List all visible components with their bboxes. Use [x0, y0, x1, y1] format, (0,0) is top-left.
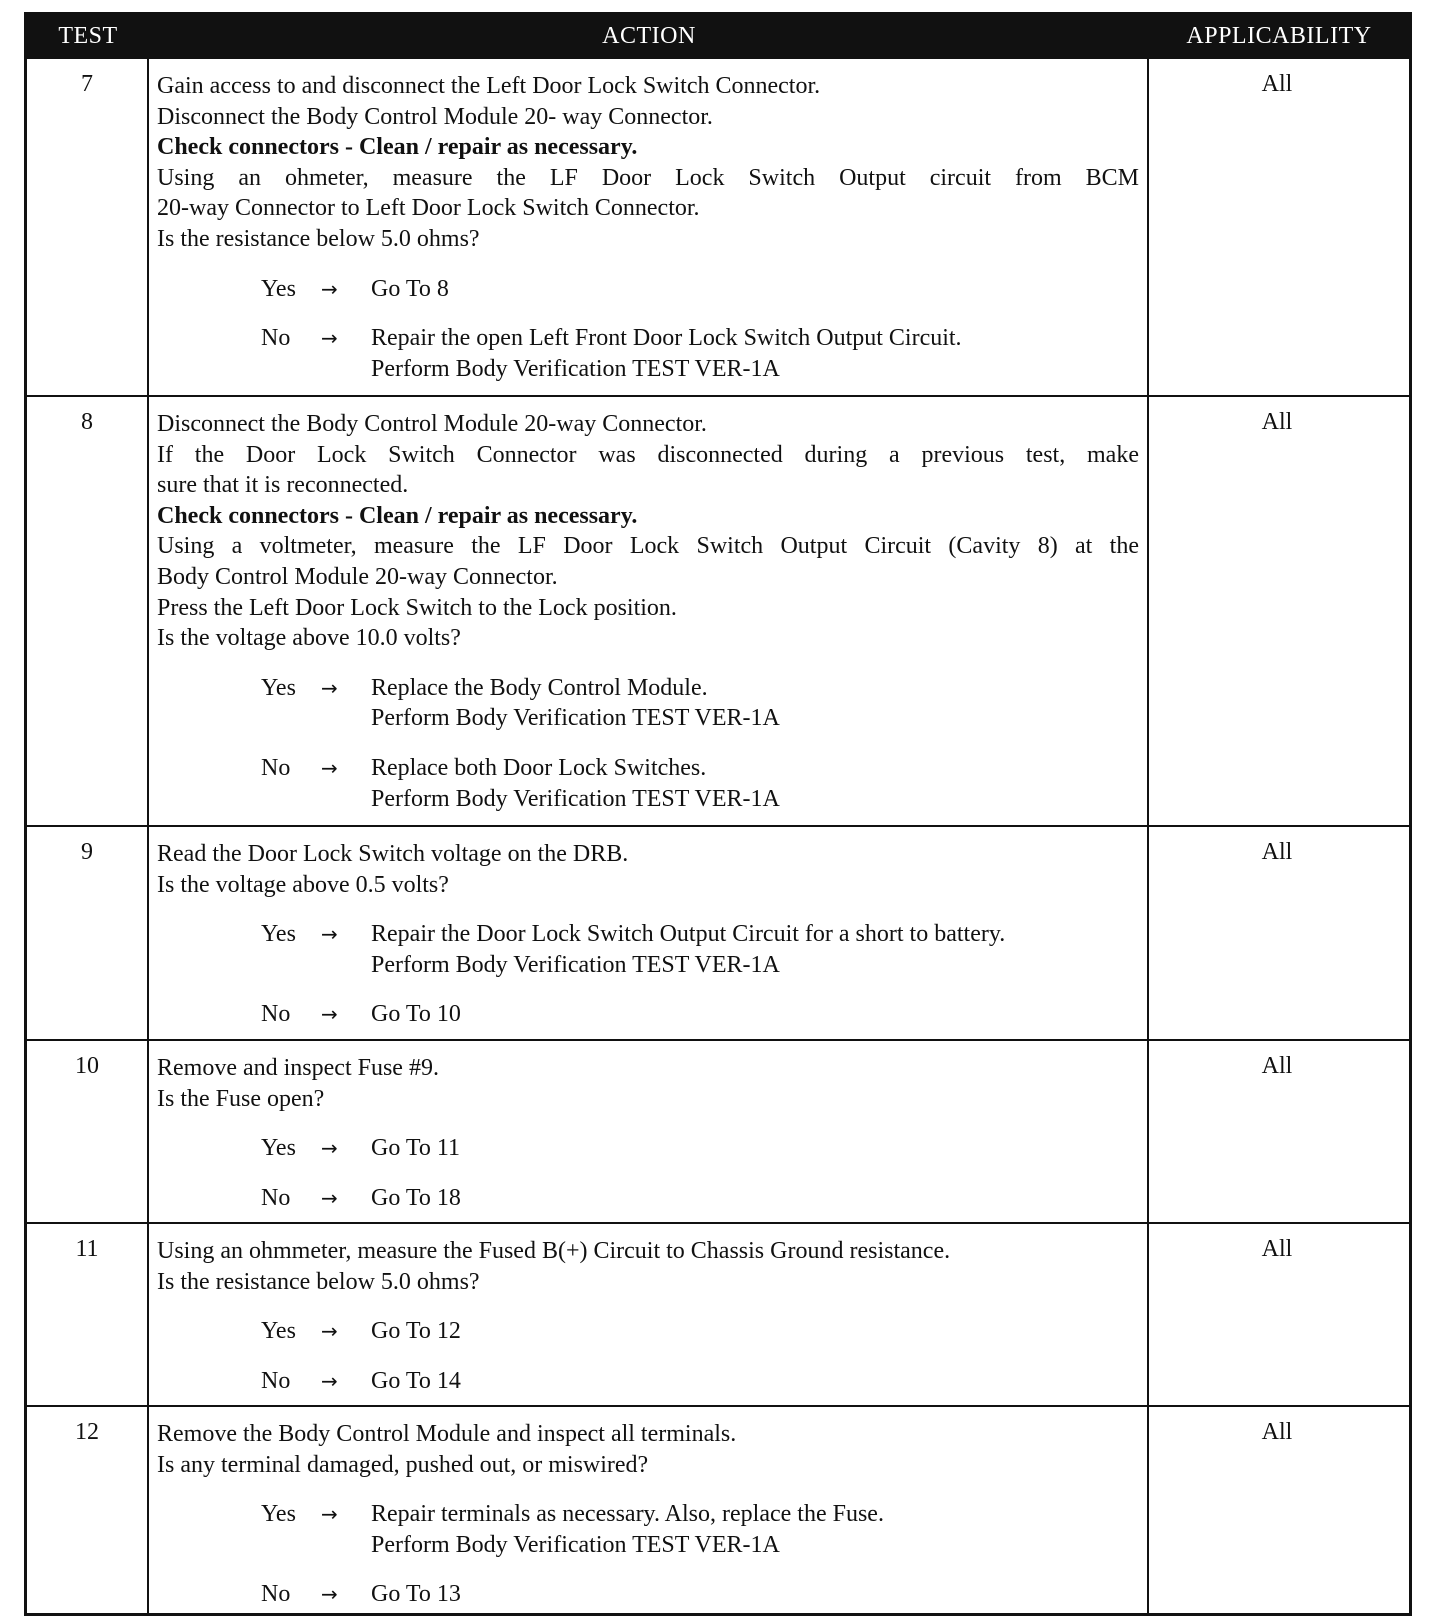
arrow-icon: → — [321, 276, 338, 301]
arrow-icon: → — [321, 326, 338, 351]
action-line-bold: Check connectors - Clean / repair as necessary. — [157, 502, 638, 529]
header-test: TEST — [27, 15, 149, 57]
action-line: Using an ohmeter, measure the LF Door Lock Switch Output circuit from BCM — [157, 164, 1139, 191]
arrow-icon: → — [321, 755, 338, 780]
response-line: Go To 14 — [371, 1367, 461, 1394]
response-line: Perform Body Verification TEST VER-1A — [371, 705, 780, 732]
response-line: Repair the Door Lock Switch Output Circuit for a short to battery. — [371, 921, 1006, 948]
response-no — [261, 323, 1139, 384]
action-line: Using an ohmmeter, measure the Fused B(+) Circuit to Chassis Ground resistance. — [157, 1238, 951, 1264]
response-yes — [261, 274, 1139, 305]
arrow-icon: → — [321, 675, 338, 700]
action-line: Read the Door Lock Switch voltage on the DRB. — [157, 841, 629, 867]
action-cell — [149, 825, 1149, 1039]
response-answer: No — [261, 1001, 291, 1028]
action-line: Is any terminal damaged, pushed out, or miswired? — [157, 1451, 649, 1478]
response-answer: Yes — [261, 674, 296, 701]
response-no — [261, 753, 1139, 814]
response-yes — [261, 1316, 1139, 1347]
action-line: Remove the Body Control Module and inspect all terminals. — [157, 1421, 737, 1447]
response-answer: Yes — [261, 921, 296, 948]
response-line: Go To 12 — [371, 1318, 461, 1345]
header-applicability: APPLICABILITY — [1149, 15, 1409, 57]
response-line: Replace both Door Lock Switches. — [371, 754, 707, 781]
action-line-bold: Check connectors - Clean / repair as necessary. — [157, 134, 638, 161]
response-no — [261, 999, 1139, 1030]
action-line: Body Control Module 20-way Connector. — [157, 563, 558, 590]
response-answer: No — [261, 1184, 291, 1211]
action-cell — [149, 1039, 1149, 1222]
response-answer: No — [261, 754, 291, 781]
response-yes — [261, 1499, 1139, 1560]
response-line: Go To 8 — [371, 275, 449, 302]
action-line: Disconnect the Body Control Module 20-way Connector. — [157, 411, 707, 437]
response-answer: No — [261, 1581, 291, 1608]
action-line: Press the Left Door Lock Switch to the Lock position. — [157, 594, 677, 621]
applicability-cell: All — [1149, 1039, 1409, 1222]
response-no — [261, 1579, 1139, 1610]
test-number: 10 — [27, 1039, 149, 1222]
header-action: ACTION — [149, 15, 1149, 57]
test-number: 8 — [27, 395, 149, 825]
test-number: 7 — [27, 57, 149, 395]
arrow-icon: → — [321, 1185, 338, 1210]
arrow-icon: → — [321, 1502, 338, 1527]
applicability-cell: All — [1149, 825, 1409, 1039]
response-line: Repair terminals as necessary. Also, replace the Fuse. — [371, 1501, 884, 1528]
response-answer: No — [261, 325, 291, 352]
response-no — [261, 1366, 1139, 1397]
action-cell — [149, 1222, 1149, 1405]
arrow-icon: → — [321, 922, 338, 947]
action-cell — [149, 57, 1149, 395]
action-line: sure that it is reconnected. — [157, 472, 409, 499]
response-yes — [261, 919, 1139, 980]
response-line: Go To 13 — [371, 1581, 461, 1608]
action-line: Is the resistance below 5.0 ohms? — [157, 1268, 480, 1295]
response-line: Go To 11 — [371, 1135, 460, 1162]
test-number: 9 — [27, 825, 149, 1039]
response-answer: Yes — [261, 1318, 296, 1345]
diagnostic-test-table — [24, 12, 1412, 1616]
arrow-icon: → — [321, 1368, 338, 1393]
action-line: Is the Fuse open? — [157, 1085, 325, 1112]
action-cell — [149, 1405, 1149, 1613]
response-answer: Yes — [261, 275, 296, 302]
action-line: 20-way Connector to Left Door Lock Switch Connector. — [157, 195, 700, 222]
test-number: 11 — [27, 1222, 149, 1405]
applicability-cell: All — [1149, 395, 1409, 825]
test-number: 12 — [27, 1405, 149, 1613]
action-line: If the Door Lock Switch Connector was disconnected during a previous test, make — [157, 441, 1139, 468]
response-yes — [261, 1133, 1139, 1164]
action-cell — [149, 395, 1149, 825]
applicability-cell: All — [1149, 57, 1409, 395]
response-line: Go To 18 — [371, 1184, 461, 1211]
applicability-cell: All — [1149, 1222, 1409, 1405]
action-line: Remove and inspect Fuse #9. — [157, 1055, 439, 1081]
action-line: Is the voltage above 10.0 volts? — [157, 625, 461, 652]
response-line: Go To 10 — [371, 1001, 461, 1028]
response-line: Replace the Body Control Module. — [371, 674, 708, 701]
response-line: Perform Body Verification TEST VER-1A — [371, 951, 780, 978]
response-no — [261, 1183, 1139, 1214]
action-line: Is the voltage above 0.5 volts? — [157, 871, 449, 898]
response-yes — [261, 673, 1139, 734]
response-line: Perform Body Verification TEST VER-1A — [371, 1531, 780, 1558]
action-line: Gain access to and disconnect the Left Door Lock Switch Connector. — [157, 73, 821, 99]
response-answer: No — [261, 1367, 291, 1394]
response-line: Perform Body Verification TEST VER-1A — [371, 785, 780, 812]
response-line: Perform Body Verification TEST VER-1A — [371, 355, 780, 382]
arrow-icon: → — [321, 1002, 338, 1027]
response-line: Repair the open Left Front Door Lock Switch Output Circuit. — [371, 325, 962, 352]
response-answer: Yes — [261, 1501, 296, 1528]
action-line: Using a voltmeter, measure the LF Door Lock Switch Output Circuit (Cavity 8) at the — [157, 533, 1139, 560]
action-line: Is the resistance below 5.0 ohms? — [157, 225, 480, 252]
action-line: Disconnect the Body Control Module 20- way Connector. — [157, 103, 713, 130]
arrow-icon: → — [321, 1582, 338, 1607]
arrow-icon: → — [321, 1319, 338, 1344]
response-answer: Yes — [261, 1135, 296, 1162]
arrow-icon: → — [321, 1136, 338, 1161]
applicability-cell: All — [1149, 1405, 1409, 1613]
